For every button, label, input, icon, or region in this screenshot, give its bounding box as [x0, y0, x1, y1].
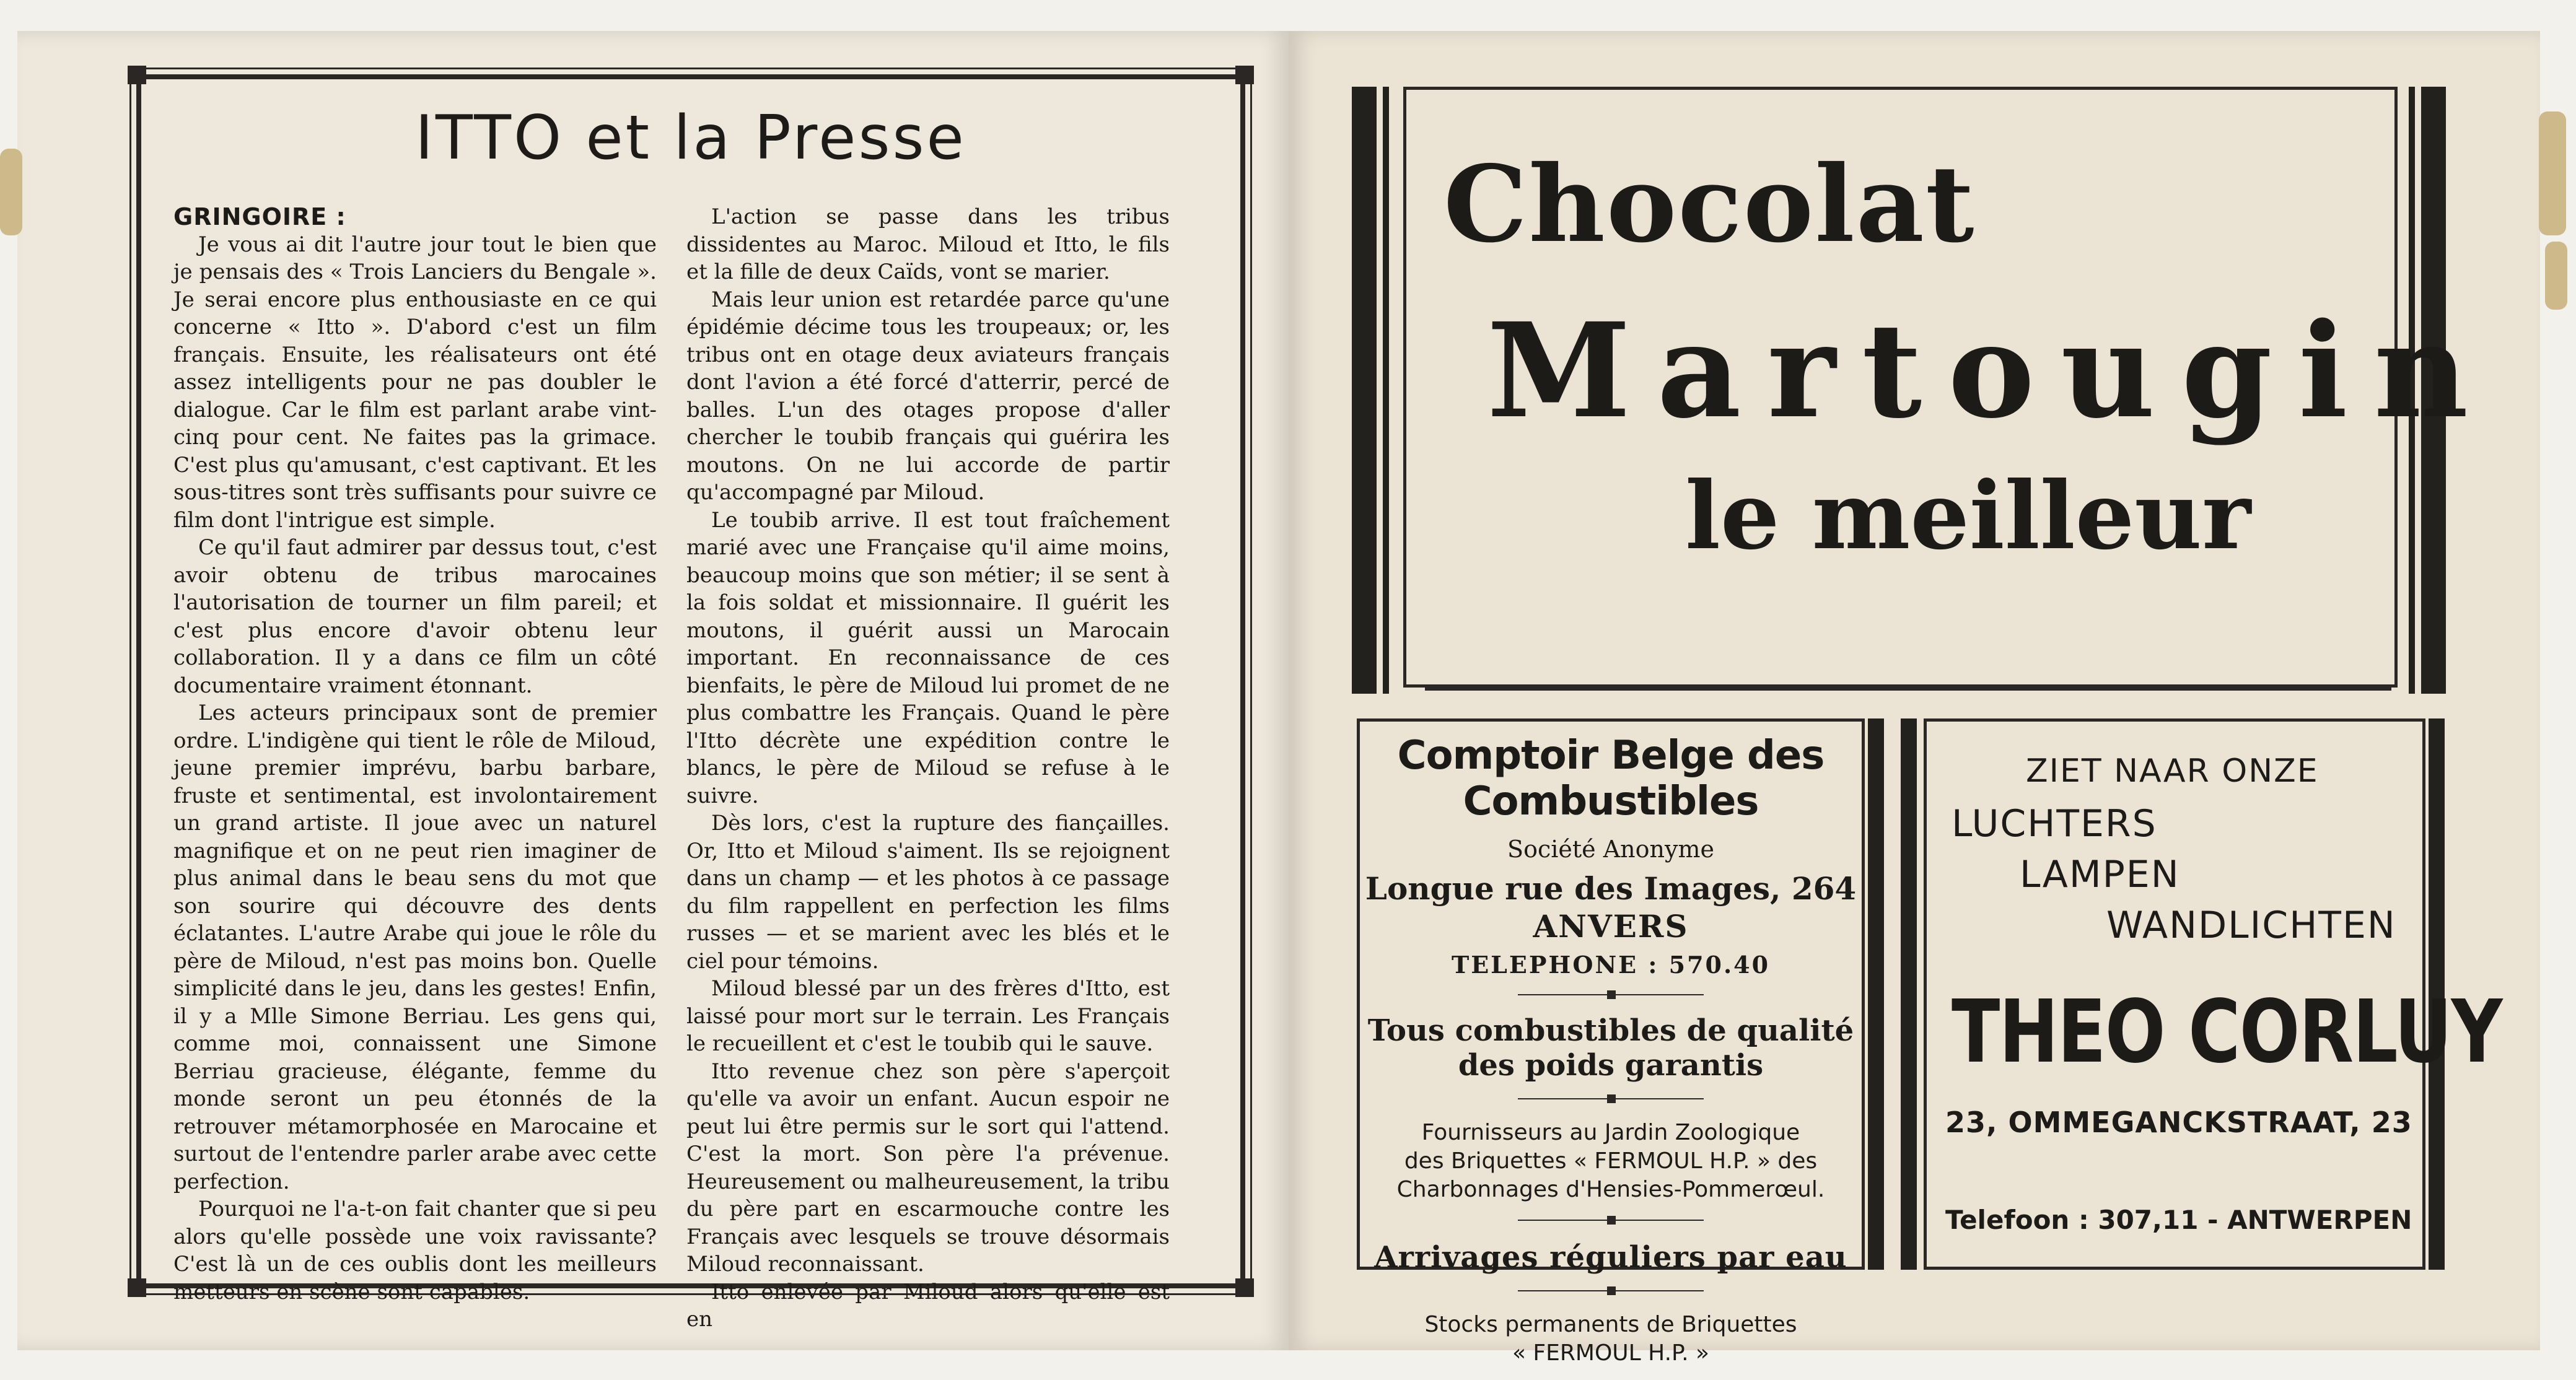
article-title: ITTO et la Presse: [415, 103, 966, 173]
comptoir-subtitle: Société Anonyme: [1507, 836, 1714, 863]
page-tab: [0, 149, 22, 235]
quality-line: des poids garantis: [1458, 1048, 1764, 1083]
comptoir-ad: [1357, 718, 1865, 1366]
comptoir-address: Longue rue des Images, 264: [1365, 870, 1857, 907]
comptoir-telephone: TELEPHONE : 570.40: [1451, 951, 1771, 979]
paragraph: Itto revenue chez son père s'aperçoit qu'elle va avoir un enfant. Aucun espoir ne peut lui être permis sur le sort qui l'attend. C'est la mort. Son père l'a prévenue. Heureusement ou malheureusement, la tribu du père part en escarmouche contre les Français avec lesquels se trouve désormais Miloud reconnaissant.: [686, 1059, 1170, 1277]
comptoir-title: Comptoir Belge des Combustibles: [1397, 733, 1825, 824]
border-bar: [1383, 87, 1389, 694]
chocolate-ad-line1: Chocolat: [1444, 142, 1976, 266]
paragraph: Le toubib arrive. Il est tout fraîchement marié avec une Française qu'il aime moins, beaucoup moins que son métier; il se sent à la fois soldat et missionnaire. Il guérit les moutons, il guérit aussi un Marocain important. En reconnaissance de ces bienfaits, le père de Miloud lui promet de ne plus combattre les Français. Quand le père l'Itto décrète une expédition contre le blancs, le père de Miloud se refuse à le suivre.: [686, 507, 1170, 808]
chocolate-ad-brand: Martougin: [1487, 294, 2495, 447]
paragraph: Dès lors, c'est la rupture des fiançailles. Or, Itto et Miloud s'aiment. Ils se rejoignent dans un champ — et les photos à ce passage du film rappellent en perfection les films russes — et se marient avec les blés et le ciel pour témoins.: [686, 811, 1170, 974]
stocks-line: « FERMOUL H.P. »: [1512, 1340, 1710, 1366]
comptoir-arrivals: Arrivages réguliers par eau: [1374, 1240, 1847, 1275]
page-tab: [2545, 242, 2567, 310]
paragraph: Miloud blessé par un des frères d'Itto, est laissé pour mort sur le terrain. Les Français le recueillent et c'est le toubib qui le sauve.: [686, 976, 1170, 1056]
corluy-intro: ZIET NAAR ONZE: [2026, 753, 2319, 790]
frame-corner: [128, 1278, 146, 1297]
stocks-line: Stocks permanents de Briquettes: [1424, 1312, 1797, 1337]
paragraph: L'action se passe dans les tribus dissidentes au Maroc. Miloud et Itto, le fils et la fille de deux Caïds, vont se marier.: [686, 204, 1170, 284]
corluy-address: 23, OMMEGANCKSTRAAT, 23: [1945, 1106, 2412, 1139]
corluy-ad: [1924, 718, 2502, 1270]
supplier-line: des Briquettes « FERMOUL H.P. » des: [1404, 1148, 1818, 1174]
ornament-divider: [1518, 989, 1704, 1001]
article-frame: [136, 74, 1245, 1332]
corluy-name: THEO CORLUY: [1952, 982, 2502, 1083]
quality-line: Tous combustibles de qualité: [1367, 1013, 1854, 1048]
paragraph: Les acteurs principaux sont de premier ordre. L'indigène qui tient le rôle de Miloud, jeune premier imprévu, barbu barbare, fruste et sentimental, est involontairement un grand artiste. Il joue avec un naturel magnifique et on ne peut rien imaginer de plus animal dans le beau sens du mot que son sourire qui découvre des dents éclatantes. L'autre Arabe qui joue le rôle du père de Miloud, n'est pas moins bon. Quelle simplicité dans le jeu, dans les gestes! Enfin, il y a Mlle Simone Berriau. Les gens qui, comme moi, connaissent une Simone Berriau gracieuse, élégante, femme du monde seront un peu étonnés de la retrouver métamorphosée en Marocaine et surtout de l'entendre parler arabe avec cette perfection.: [173, 701, 657, 1194]
article-column-1: [173, 203, 657, 1306]
paragraph: Itto enlevée par Miloud alors qu'elle est en: [686, 1279, 1170, 1332]
frame-corner: [1235, 1278, 1254, 1297]
frame-corner: [1235, 66, 1254, 84]
source-heading: GRINGOIRE :: [173, 203, 346, 230]
article-column-2: [686, 203, 1170, 1334]
comptoir-city: ANVERS: [1533, 908, 1689, 945]
corluy-telephone: Telefoon : 307,11 - ANTWERPEN: [1945, 1205, 2412, 1235]
ornament-divider: [1518, 1285, 1704, 1297]
paragraph: Je vous ai dit l'autre jour tout le bien que je pensais des « Trois Lanciers du Bengale ». Je serai encore plus enthousiaste en ce qui concerne « Itto ». D'abord c'est un film français. Ensuite, les réalisateurs ont été assez intelligents pour ne pas doubler le dialogue. Car le film est parlant arabe vint-cinq pour cent. Ne faites pas la grimace. C'est plus qu'amusant, c'est captivant. Et les sous-titres sont très suffisants pour suivre ce film dont l'intrigue est simple.: [173, 232, 657, 533]
comptoir-stocks: [1360, 1311, 1862, 1368]
ornament-divider: [1518, 1093, 1704, 1105]
paragraph: Mais leur union est retardée parce qu'une épidémie décime tous les troupeaux; or, les tribus ont en otage deux aviateurs français dont l'avion a été forcé d'atterrir, percé de balles. L'un des otages propose d'aller chercher le toubib français qui guérira les moutons. On ne lui accorde de partir qu'accompagné par Miloud.: [686, 287, 1170, 505]
border-bar: [1868, 718, 1884, 1270]
ornament-divider: [1518, 1214, 1704, 1226]
paragraph: Ce qu'il faut admirer par dessus tout, c'est avoir obtenu de tribus marocaines l'autorisation de tourner un film pareil; et c'est plus encore d'avoir obtenu leur collaboration. Il y a dans ce film un côté documentaire vraiment étonnant.: [173, 535, 657, 698]
chocolate-ad: [1403, 87, 2495, 688]
corluy-item: LAMPEN: [2020, 853, 2180, 896]
divider-line: [1425, 688, 2391, 691]
corluy-item: WANDLICHTEN: [2106, 904, 2396, 947]
supplier-line: Charbonnages d'Hensies-Pommerœul.: [1396, 1177, 1825, 1202]
paragraph: Pourquoi ne l'a-t-on fait chanter que si peu alors qu'elle possède une voix ravissante? C'est là un de ces oublis dont les meilleurs metteurs en scène sont capables.: [173, 1197, 657, 1304]
page-tab: [2539, 111, 2566, 235]
border-bar: [1352, 87, 1377, 694]
corluy-item: LUCHTERS: [1952, 802, 2157, 845]
chocolate-ad-tagline: le meilleur: [1685, 461, 2251, 570]
comptoir-quality: [1360, 1013, 1862, 1083]
comptoir-suppliers: [1360, 1119, 1862, 1204]
supplier-line: Fournisseurs au Jardin Zoologique: [1421, 1120, 1800, 1145]
border-bar: [1901, 718, 1917, 1270]
frame-corner: [128, 66, 146, 84]
